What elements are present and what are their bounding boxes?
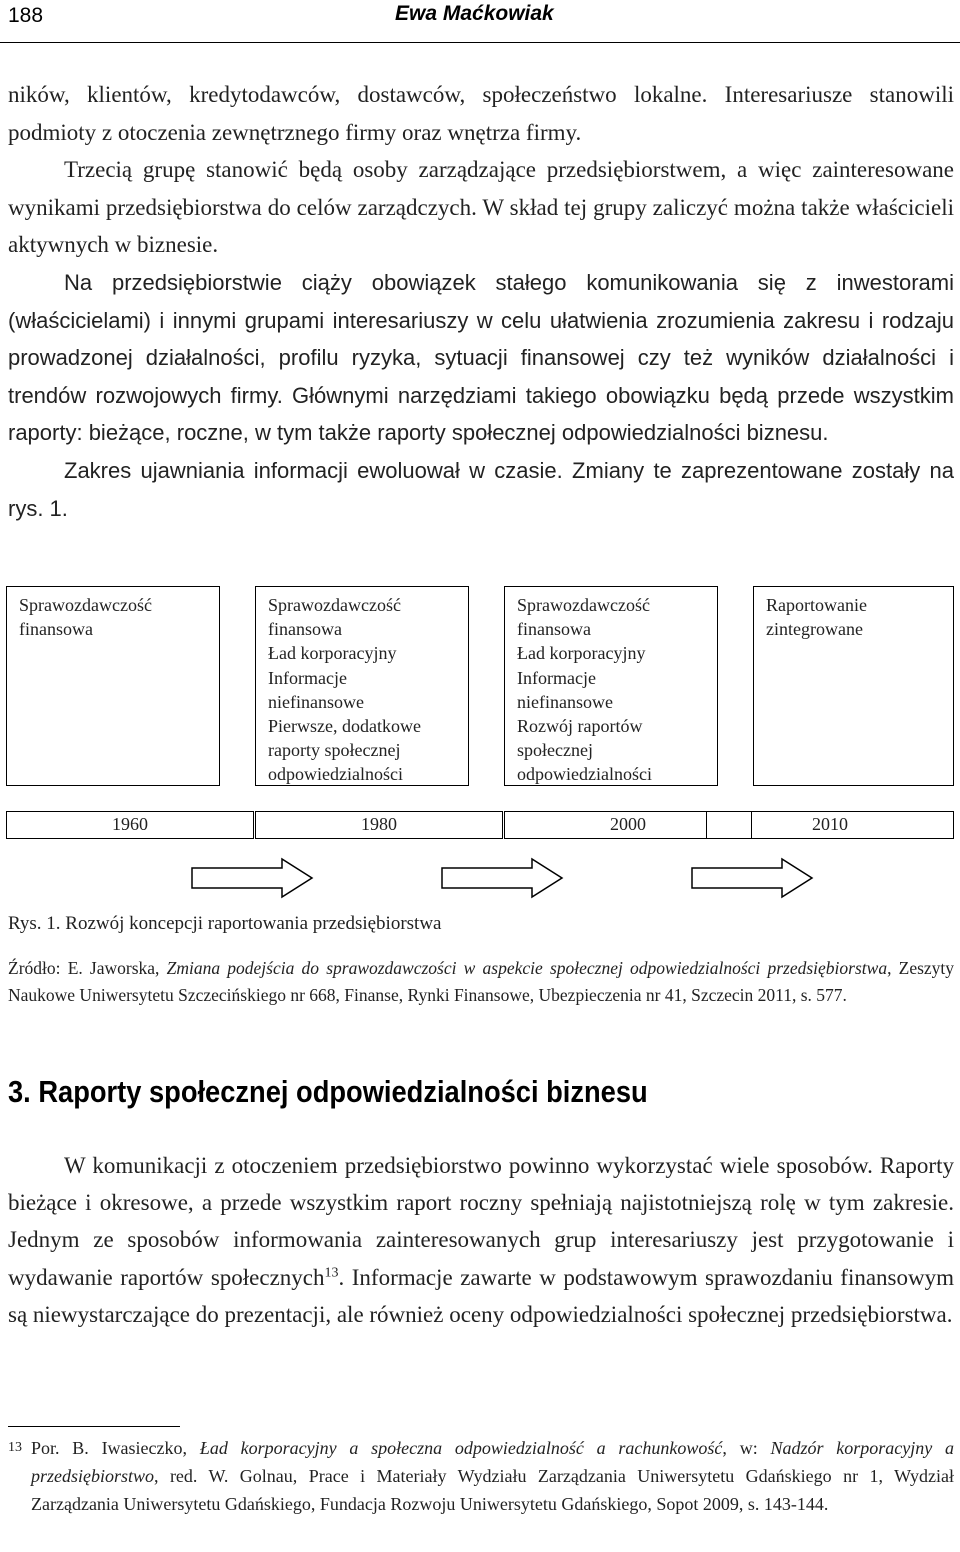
box-line: Sprawozdawczość bbox=[517, 595, 650, 615]
box-line: Pierwsze, dodatkowe bbox=[268, 716, 421, 737]
box-line: raporty społecznej bbox=[268, 740, 401, 761]
box-line: finansowa bbox=[268, 619, 342, 640]
figure-caption: Rys. 1. Rozwój koncepcji raportowania przedsiębiorstwa bbox=[8, 913, 442, 934]
footnote-rule bbox=[8, 1426, 180, 1427]
box-line: społecznej bbox=[517, 740, 593, 761]
box-line: Rozwój raportów bbox=[517, 716, 643, 737]
box-line: finansowa bbox=[517, 619, 591, 640]
year-box-2010: 2010 bbox=[706, 811, 954, 839]
section-heading: 3. Raporty społecznej odpowiedzialności biznesu bbox=[8, 1074, 648, 1109]
figure-box-2 bbox=[255, 586, 469, 786]
header-rule bbox=[0, 42, 960, 43]
footnote-prefix: Por. B. Iwasieczko, bbox=[31, 1438, 188, 1458]
box-line: Ład korporacyjny bbox=[268, 643, 397, 664]
footnote-text bbox=[8, 1434, 954, 1519]
section-paragraph-before: W komunikacji z otoczeniem przedsiębiorstwo powinno wykorzystać wiele sposobów. Raporty bieżące i okresowe, a przede wszystkim raport roczny spełniają najistotniejszą rolę w tym zakresie. Jednym ze sposobów informowania zainteresowanych grup interesariuszy jest przygotowanie i wydawanie raportów społecznych bbox=[8, 1153, 954, 1290]
footnote-mid: , w: bbox=[722, 1438, 758, 1458]
arrow-right-icon bbox=[190, 857, 315, 899]
source-rest: , Zeszyty Naukowe Uniwersytetu Szczecińskiego nr 668, Finanse, Rynki Finansowe, Ubezpieczenia nr 41, Szczecin 2011, s. 577. bbox=[8, 958, 955, 1005]
section-paragraph-after: . Informacje zawarte w podstawowym sprawozdaniu finansowym są niewystarczające do prezentacji, ale również oceny odpowiedzialności społecznej przedsiębiorstwa. bbox=[8, 1264, 955, 1327]
source-title: Zmiana podejścia do sprawozdawczości w aspekcie społecznej odpowiedzialności przedsiębiorstwa bbox=[166, 958, 888, 978]
year-box-1960: 1960 bbox=[6, 811, 254, 839]
section-text bbox=[8, 1147, 954, 1333]
source-author: E. Jaworska, bbox=[67, 958, 160, 978]
intro-text bbox=[8, 76, 954, 527]
running-author: Ewa Maćkowiak bbox=[395, 2, 554, 25]
figure-box-4 bbox=[753, 586, 954, 786]
box-line: Sprawozdawczość bbox=[268, 595, 401, 615]
box-line: odpowiedzialności bbox=[517, 764, 652, 785]
box-line: Sprawozdawczość bbox=[19, 595, 152, 615]
footnote-title-2: Nadzór korporacyjny a przedsiębiorstwo bbox=[31, 1438, 955, 1487]
box-line: Raportowanie bbox=[766, 595, 867, 615]
footnote-rest: , red. W. Golnau, Prace i Materiały Wydziału Zarządzania Uniwersytetu Gdańskiego nr 1, Wydział Zarządzania Uniwersytetu Gdańskiego, Fundacja Rozwoju Uniwersytetu Gdańskiego, Sopot 2009, s. 143-144. bbox=[31, 1466, 954, 1515]
box-line: Informacje bbox=[268, 667, 347, 688]
source-label: Źródło: bbox=[8, 958, 61, 978]
paragraph-2: Trzecią grupę stanowić będą osoby zarządzające przedsiębiorstwem, a więc zainteresowane wynikami przedsiębiorstwa do celów zarządczych. W skład tej grupy zaliczyć można także właścicieli aktywnych w biznesie. bbox=[8, 157, 954, 258]
figure-source bbox=[8, 955, 954, 1008]
arrow-right-icon bbox=[690, 857, 815, 899]
figure-box-3 bbox=[504, 586, 718, 786]
year-box-1980: 1980 bbox=[255, 811, 503, 839]
footnote bbox=[8, 1434, 954, 1519]
footnote-title-1: Ład korporacyjny a społeczna odpowiedzialność a rachunkowość bbox=[199, 1438, 723, 1458]
section-paragraph bbox=[8, 1147, 954, 1333]
footnote-number: 13 bbox=[8, 1440, 22, 1455]
footnote-ref: 13 bbox=[324, 1264, 339, 1280]
box-line: Ład korporacyjny bbox=[517, 643, 646, 664]
box-line: zintegrowane bbox=[766, 619, 863, 640]
figure-box-1 bbox=[6, 586, 220, 786]
paragraph-4: Zakres ujawniania informacji ewoluował w czasie. Zmiany te zaprezentowane zostały na rys. 1. bbox=[8, 457, 954, 521]
box-line: Informacje bbox=[517, 667, 596, 688]
box-line: niefinansowe bbox=[268, 691, 364, 712]
box-line: finansowa bbox=[19, 619, 93, 640]
paragraph-3: Na przedsiębiorstwie ciąży obowiązek stałego komunikowania się z inwestorami (właścicielami) i innymi grupami interesariuszy w celu ułatwienia zrozumienia zakresu i rodzaju prowadzonej działalności, profilu ryzyka, sytuacji finansowej czy też wyników działalności i trendów rozwojowych firmy. Głównymi narzędziami takiego obowiązku będą przede wszystkim raporty: bieżące, roczne, w tym także raporty społecznej odpowiedzialności biznesu. bbox=[8, 269, 954, 446]
paragraph-1: ników, klientów, kredytodawców, dostawców, społeczeństwo lokalne. Interesariusze stanowili podmioty z otoczenia zewnętrznego firmy oraz wnętrza firmy. bbox=[8, 82, 954, 145]
page-header bbox=[0, 0, 960, 44]
arrow-right-icon bbox=[440, 857, 565, 899]
year-box-2000: 2000 bbox=[504, 811, 752, 839]
box-line: niefinansowe bbox=[517, 691, 613, 712]
page-number: 188 bbox=[8, 4, 44, 27]
box-line: odpowiedzialności bbox=[268, 764, 403, 785]
